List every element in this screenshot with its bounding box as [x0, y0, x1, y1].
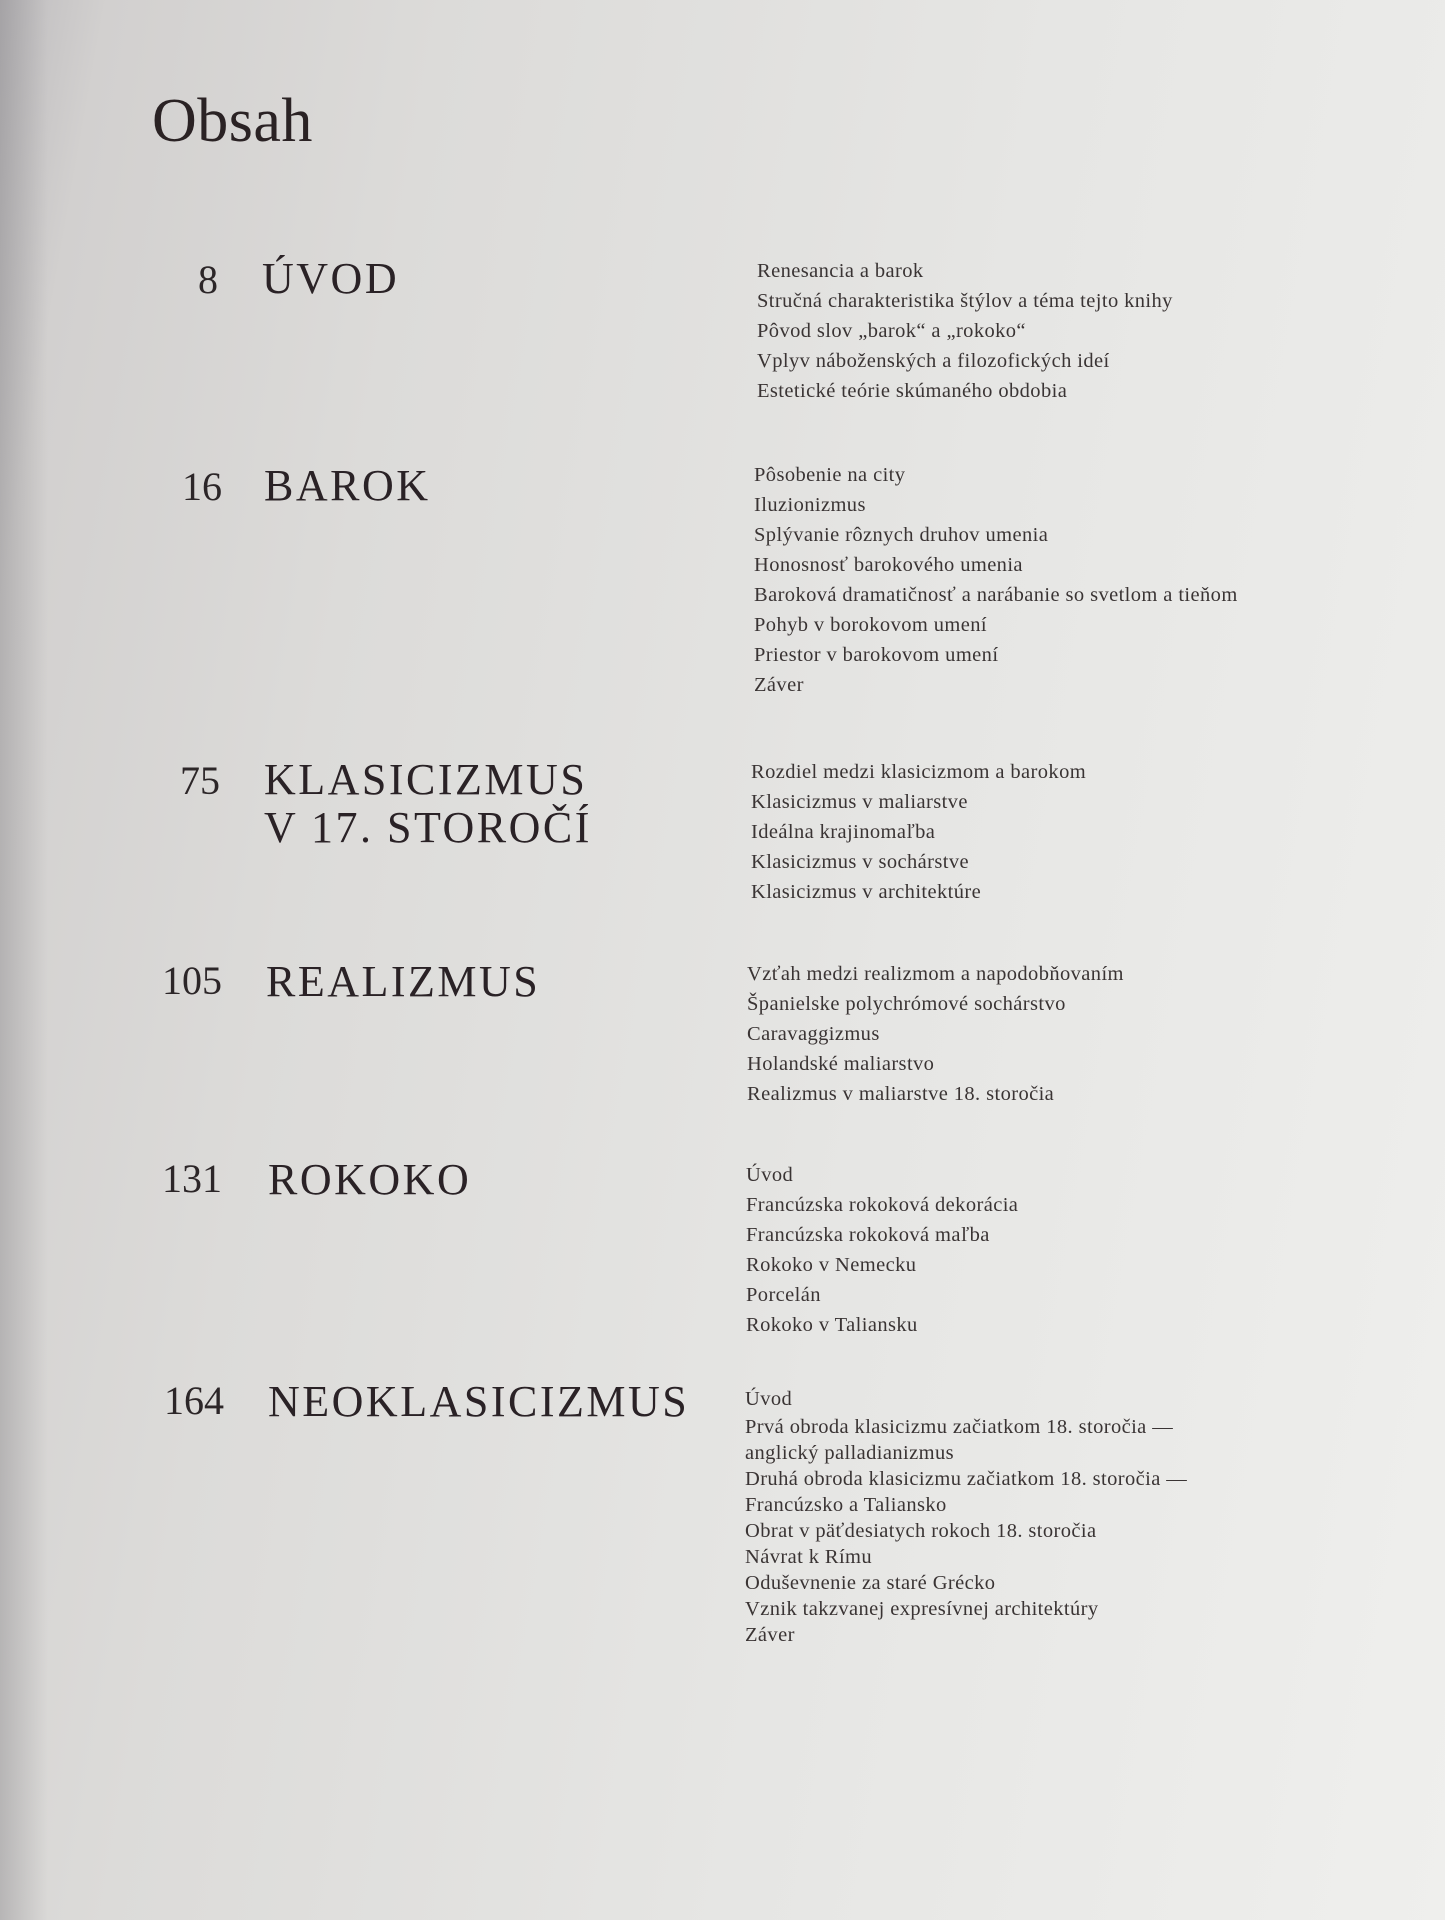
subsection-item: Caravaggizmus — [747, 1023, 880, 1045]
subsection-item: Baroková dramatičnosť a narábanie so svetlom a tieňom — [754, 584, 1238, 606]
subsection-item: Rozdiel medzi klasicizmom a barokom — [751, 761, 1087, 783]
subsection-item: Francúzska rokoková maľba — [746, 1224, 990, 1246]
page-edge-shadow — [0, 0, 48, 1920]
subsection-item: anglický palladianizmus — [745, 1442, 955, 1464]
section-heading: KLASICIZMUS V 17. STOROČÍ — [264, 755, 592, 852]
subsection-item: Vzťah medzi realizmom a napodobňovaním — [747, 963, 1124, 985]
subsection-item: Obrat v päťdesiatych rokoch 18. storočia — [745, 1520, 1097, 1542]
section-page-number: 164 — [164, 1378, 224, 1423]
subsection-item: Pôsobenie na city — [754, 464, 906, 486]
subsection-item: Ideálna krajinomaľba — [751, 821, 936, 843]
subsection-item: Vznik takzvanej expresívnej architektúry — [745, 1598, 1099, 1620]
subsection-item: Rokoko v Nemecku — [746, 1254, 917, 1276]
page-title: Obsah — [152, 87, 313, 155]
subsection-item: Francúzsko a Taliansko — [745, 1494, 947, 1516]
subsection-item: Splývanie rôznych druhov umenia — [754, 524, 1049, 546]
subsection-list — [747, 959, 1124, 1109]
subsection-item: Klasicizmus v maliarstve — [751, 791, 968, 813]
subsection-item: Francúzska rokoková dekorácia — [746, 1194, 1019, 1216]
subsection-item: Stručná charakteristika štýlov a téma tejto knihy — [757, 290, 1173, 312]
section-heading: ÚVOD — [262, 254, 400, 303]
subsection-item: Holandské maliarstvo — [747, 1053, 935, 1075]
section-page-number: 8 — [198, 257, 218, 302]
subsection-item: Záver — [754, 674, 804, 696]
subsection-item: Záver — [745, 1624, 795, 1646]
subsection-item: Priestor v barokovom umení — [754, 644, 999, 666]
subsection-list — [745, 1384, 1187, 1648]
section-page-number: 105 — [162, 958, 222, 1003]
subsection-list — [746, 1160, 1018, 1340]
subsection-item: Realizmus v maliarstve 18. storočia — [747, 1083, 1055, 1105]
section-page-number: 16 — [182, 464, 222, 509]
subsection-item: Vplyv náboženských a filozofických ideí — [757, 350, 1110, 372]
section-heading: REALIZMUS — [266, 957, 541, 1006]
subsection-list — [751, 757, 1086, 907]
section-page-number: 131 — [162, 1156, 222, 1201]
subsection-item: Úvod — [745, 1388, 793, 1410]
subsection-item: Druhá obroda klasicizmu začiatkom 18. storočia — — [745, 1468, 1188, 1490]
subsection-item: Honosnosť barokového umenia — [754, 554, 1023, 576]
subsection-item: Porcelán — [746, 1284, 821, 1306]
subsection-item: Návrat k Rímu — [745, 1546, 873, 1568]
subsection-list — [757, 256, 1173, 406]
subsection-item: Úvod — [746, 1164, 794, 1186]
subsection-item: Pôvod slov „barok“ a „rokoko“ — [757, 320, 1026, 342]
subsection-item: Estetické teórie skúmaného obdobia — [757, 380, 1068, 402]
section-heading: NEOKLASICIZMUS — [268, 1377, 690, 1426]
section-page-number: 75 — [180, 758, 220, 803]
subsection-item: Pohyb v borokovom umení — [754, 614, 987, 636]
subsection-item: Renesancia a barok — [757, 260, 924, 282]
subsection-list — [754, 460, 1238, 700]
subsection-item: Iluzionizmus — [754, 494, 866, 516]
subsection-item: Klasicizmus v sochárstve — [751, 851, 969, 873]
subsection-item: Španielske polychrómové sochárstvo — [747, 993, 1066, 1015]
section-heading: ROKOKO — [268, 1155, 472, 1204]
subsection-item: Oduševnenie za staré Grécko — [745, 1572, 996, 1594]
subsection-item: Klasicizmus v architektúre — [751, 881, 982, 903]
section-heading: BAROK — [264, 461, 431, 510]
subsection-item: Rokoko v Taliansku — [746, 1314, 918, 1336]
subsection-item: Prvá obroda klasicizmu začiatkom 18. storočia — — [745, 1416, 1174, 1438]
